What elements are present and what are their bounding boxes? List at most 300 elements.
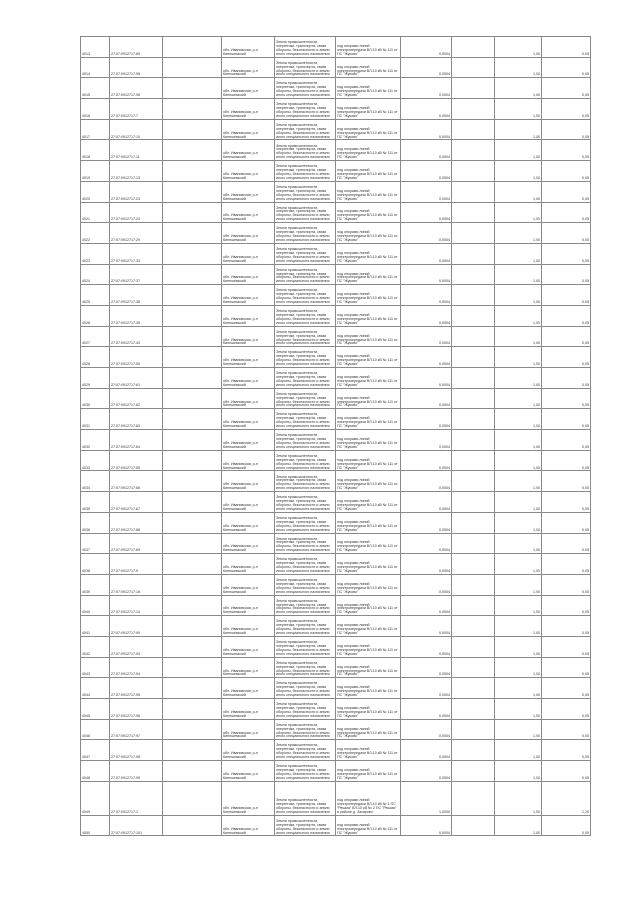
table-row: [81, 678, 591, 699]
land-category-cell: Земли промышленности, энергетики, транспорта, связи обороны, безопасности и земли иного специального назначения: [275, 305, 336, 326]
coefficient-cell: 1,00: [495, 761, 542, 782]
table-row: [81, 657, 591, 678]
table-row: [81, 347, 591, 368]
empty-cell: [163, 202, 222, 223]
table-row: [81, 554, 591, 575]
land-category-cell: Земли промышленности, энергетики, транспорта, связи обороны, безопасности и земли иного специального назначения: [275, 37, 336, 58]
address-cell: обл. Ивановская, р-н Кинешемский: [222, 223, 275, 244]
area-value-cell: 0,0004: [401, 636, 452, 657]
coefficient-cell: 1,00: [495, 719, 542, 740]
row-number-cell: 4020: [81, 181, 110, 202]
address-cell: обл. Ивановская, р-н Кинешемский: [222, 57, 275, 78]
area-value-cell: 0,0004: [401, 492, 452, 513]
address-cell: обл. Ивановская, р-н Кинешемский: [222, 78, 275, 99]
land-category-cell: Земли промышленности, энергетики, транспорта, связи обороны, безопасности и земли иного специального назначения: [275, 533, 336, 554]
cadastral-number-cell: 27:07:0912717:96: [110, 699, 163, 720]
table-row: [81, 719, 591, 740]
cadastral-number-cell: 27:07:0912717:1: [110, 781, 163, 815]
permitted-use-cell: под опорами линий электропередачи ВЛ-10 кВ № 111 от ПС "Жуково": [336, 471, 401, 492]
permitted-use-cell: под опорами линий электропередачи ВЛ-10 кВ № 111 от ПС "Жуково": [336, 595, 401, 616]
row-number-cell: 4046: [81, 719, 110, 740]
table-row: [81, 471, 591, 492]
land-category-cell: Земли промышленности, энергетики, транспорта, связи обороны, безопасности и земли иного специального назначения: [275, 699, 336, 720]
address-cell: обл. Ивановская, р-н Кинешемский: [222, 699, 275, 720]
address-cell: обл. Ивановская, р-н Кинешемский: [222, 595, 275, 616]
empty-cell: [452, 99, 495, 120]
land-category-cell: Земли промышленности, энергетики, транспорта, связи обороны, безопасности и земли иного специального назначения: [275, 119, 336, 140]
address-cell: обл. Ивановская, р-н Кинешемский: [222, 264, 275, 285]
area-value-cell: 0,0004: [401, 595, 452, 616]
empty-cell: [163, 99, 222, 120]
permitted-use-cell: под опорами линий электропередачи ВЛ-10 кВ № 111 от ПС "Жуково": [336, 388, 401, 409]
table-row: [81, 574, 591, 595]
land-category-cell: Земли промышленности, энергетики, транспорта, связи обороны, безопасности и земли иного специального назначения: [275, 574, 336, 595]
table-body: [81, 37, 591, 836]
rate-value-cell: 0,05: [542, 616, 591, 637]
rate-value-cell: 0,05: [542, 678, 591, 699]
table-row: [81, 492, 591, 513]
row-number-cell: 4038: [81, 554, 110, 575]
rate-value-cell: 0,05: [542, 595, 591, 616]
cadastral-number-cell: 27:07:0912717:99: [110, 761, 163, 782]
address-cell: обл. Ивановская, р-н Кинешемский: [222, 815, 275, 836]
area-value-cell: 0,0004: [401, 37, 452, 58]
rate-value-cell: 0,05: [542, 140, 591, 161]
table-row: [81, 243, 591, 264]
area-value-cell: 0,0004: [401, 181, 452, 202]
address-cell: обл. Ивановская, р-н Кинешемский: [222, 636, 275, 657]
land-category-cell: Земли промышленности, энергетики, транспорта, связи обороны, безопасности и земли иного специального назначения: [275, 326, 336, 347]
table-row: [81, 37, 591, 58]
cadastral-number-cell: 27:07:0912717:66: [110, 471, 163, 492]
area-value-cell: 0,0004: [401, 574, 452, 595]
rate-value-cell: 0,05: [542, 326, 591, 347]
empty-cell: [163, 815, 222, 836]
coefficient-cell: 1,00: [495, 264, 542, 285]
rate-value-cell: 0,05: [542, 264, 591, 285]
cadastral-number-cell: 27:07:0912717:33: [110, 243, 163, 264]
empty-cell: [163, 409, 222, 430]
area-value-cell: 0,0004: [401, 512, 452, 533]
land-category-cell: Земли промышленности, энергетики, транспорта, связи обороны, безопасности и земли иного специального назначения: [275, 678, 336, 699]
empty-cell: [163, 305, 222, 326]
coefficient-cell: 1,00: [495, 202, 542, 223]
table-row: [81, 409, 591, 430]
permitted-use-cell: под опорами линий электропередачи ВЛ-10 кВ № 111 от ПС "Жуково": [336, 326, 401, 347]
cadastral-number-cell: 27:07:0912717:68: [110, 512, 163, 533]
area-value-cell: 0,0004: [401, 264, 452, 285]
address-cell: обл. Ивановская, р-н Кинешемский: [222, 574, 275, 595]
rate-value-cell: 0,05: [542, 388, 591, 409]
empty-cell: [163, 492, 222, 513]
row-number-cell: 4045: [81, 699, 110, 720]
rate-value-cell: 1,20: [542, 781, 591, 815]
cadastral-number-cell: 27:07:0912717:94: [110, 657, 163, 678]
table-row: [81, 740, 591, 761]
rate-value-cell: 0,05: [542, 719, 591, 740]
area-value-cell: 0,0004: [401, 678, 452, 699]
area-value-cell: 0,0004: [401, 719, 452, 740]
coefficient-cell: 1,00: [495, 430, 542, 451]
row-number-cell: 4028: [81, 347, 110, 368]
empty-cell: [452, 430, 495, 451]
empty-cell: [163, 678, 222, 699]
empty-cell: [163, 119, 222, 140]
cadastral-number-cell: 27:07:0912717:65: [110, 450, 163, 471]
cadastral-number-cell: 27:07:0912717:96: [110, 78, 163, 99]
table-row: [81, 616, 591, 637]
table-row: [81, 815, 591, 836]
address-cell: обл. Ивановская, р-н Кинешемский: [222, 678, 275, 699]
land-category-cell: Земли промышленности, энергетики, транспорта, связи обороны, безопасности и земли иного специального назначения: [275, 78, 336, 99]
row-number-cell: 4050: [81, 815, 110, 836]
empty-cell: [452, 554, 495, 575]
empty-cell: [163, 181, 222, 202]
coefficient-cell: 1,00: [495, 409, 542, 430]
area-value-cell: 0,0004: [401, 657, 452, 678]
table-row: [81, 140, 591, 161]
area-value-cell: 0,0004: [401, 699, 452, 720]
area-value-cell: 0,0004: [401, 99, 452, 120]
permitted-use-cell: под опорами линий электропередачи ВЛ-10 кВ № 111 от ПС "Жуково": [336, 368, 401, 389]
land-category-cell: Земли промышленности, энергетики, транспорта, связи обороны, безопасности и земли иного специального назначения: [275, 761, 336, 782]
empty-cell: [163, 699, 222, 720]
row-number-cell: 4047: [81, 740, 110, 761]
cadastral-number-cell: 27:07:0912717:23: [110, 181, 163, 202]
permitted-use-cell: под опорами линий электропередачи ВЛ-10 кВ № 111 от ПС "Жуково": [336, 409, 401, 430]
address-cell: обл. Ивановская, р-н Кинешемский: [222, 450, 275, 471]
empty-cell: [452, 78, 495, 99]
table-row: [81, 57, 591, 78]
cadastral-number-cell: 27:07:0912717:29: [110, 223, 163, 244]
table-row: [81, 533, 591, 554]
address-cell: обл. Ивановская, р-н Кинешемский: [222, 305, 275, 326]
cadastral-number-cell: 27:07:0912717:64: [110, 430, 163, 451]
address-cell: обл. Ивановская, р-н Кинешемский: [222, 471, 275, 492]
coefficient-cell: 1,00: [495, 533, 542, 554]
rate-value-cell: 0,05: [542, 492, 591, 513]
permitted-use-cell: под опорами линий электропередачи ВЛ-10 кВ № 111 от ПС "Жуково": [336, 264, 401, 285]
permitted-use-cell: под опорами линий электропередачи ВЛ-10 кВ № 111 от ПС "Жуково": [336, 740, 401, 761]
coefficient-cell: 1,00: [495, 657, 542, 678]
coefficient-cell: 1,00: [495, 512, 542, 533]
permitted-use-cell: под опорами линий электропередачи ВЛ-10 кВ № 111 от ПС "Жуково": [336, 636, 401, 657]
empty-cell: [452, 161, 495, 182]
coefficient-cell: 1,00: [495, 388, 542, 409]
permitted-use-cell: под опорами линий электропередачи ВЛ-10 кВ № 111 от ПС "Жуково": [336, 657, 401, 678]
empty-cell: [163, 388, 222, 409]
coefficient-cell: 1,00: [495, 595, 542, 616]
empty-cell: [452, 223, 495, 244]
permitted-use-cell: под опорами линий электропередачи ВЛ-10 кВ № 111 от ПС "Жуково": [336, 533, 401, 554]
land-category-cell: Земли промышленности, энергетики, транспорта, связи обороны, безопасности и земли иного специального назначения: [275, 512, 336, 533]
rate-value-cell: 0,05: [542, 99, 591, 120]
cadastral-number-cell: 27:07:0912717:38: [110, 285, 163, 306]
area-value-cell: 0,0004: [401, 243, 452, 264]
empty-cell: [452, 305, 495, 326]
land-category-cell: Земли промышленности, энергетики, транспорта, связи обороны, безопасности и земли иного специального назначения: [275, 554, 336, 575]
cadastral-number-cell: 27:07:0912717:93: [110, 636, 163, 657]
permitted-use-cell: под опорами линий электропередачи ВЛ-10 кВ № 111 от ПС "Жуково": [336, 719, 401, 740]
coefficient-cell: 1,00: [495, 574, 542, 595]
area-value-cell: 0,0004: [401, 761, 452, 782]
empty-cell: [163, 223, 222, 244]
row-number-cell: 4041: [81, 616, 110, 637]
cadastral-number-cell: 27:07:0912717:98: [110, 740, 163, 761]
table-row: [81, 161, 591, 182]
permitted-use-cell: под опорами линий электропередачи ВЛ-10 кВ № 111 от ПС "Жуково": [336, 285, 401, 306]
rate-value-cell: 0,05: [542, 450, 591, 471]
land-category-cell: Земли промышленности, энергетики, транспорта, связи обороны, безопасности и земли иного специального назначения: [275, 202, 336, 223]
empty-cell: [452, 471, 495, 492]
empty-cell: [163, 636, 222, 657]
area-value-cell: 0,0004: [401, 815, 452, 836]
table-row: [81, 326, 591, 347]
coefficient-cell: 1,00: [495, 305, 542, 326]
table-row: [81, 781, 591, 815]
table-row: [81, 512, 591, 533]
row-number-cell: 4029: [81, 368, 110, 389]
permitted-use-cell: под опорами линий электропередачи ВЛ-10 кВ № 111 от ПС "Жуково": [336, 305, 401, 326]
land-category-cell: Земли промышленности, энергетики, транспорта, связи обороны, безопасности и земли иного специального назначения: [275, 223, 336, 244]
area-value-cell: 0,0004: [401, 347, 452, 368]
cadastral-number-cell: 27:07:0912717:7: [110, 99, 163, 120]
table-row: [81, 368, 591, 389]
land-category-cell: Земли промышленности, энергетики, транспорта, связи обороны, безопасности и земли иного специального назначения: [275, 161, 336, 182]
empty-cell: [163, 657, 222, 678]
area-value-cell: 0,0004: [401, 78, 452, 99]
empty-cell: [452, 347, 495, 368]
address-cell: обл. Ивановская, р-н Кинешемский: [222, 368, 275, 389]
coefficient-cell: 1,00: [495, 285, 542, 306]
area-value-cell: 0,0004: [401, 471, 452, 492]
cadastral-number-cell: 27:07:0912717:61: [110, 368, 163, 389]
permitted-use-cell: под опорами линий электропередачи ВЛ-10 кВ № 111 от ПС "Жуково": [336, 181, 401, 202]
rate-value-cell: 0,05: [542, 181, 591, 202]
area-value-cell: 0,0004: [401, 740, 452, 761]
coefficient-cell: 1,00: [495, 243, 542, 264]
coefficient-cell: 1,00: [495, 161, 542, 182]
table-row: [81, 305, 591, 326]
empty-cell: [452, 450, 495, 471]
empty-cell: [452, 388, 495, 409]
land-category-cell: Земли промышленности, энергетики, транспорта, связи обороны, безопасности и земли иного специального назначения: [275, 740, 336, 761]
empty-cell: [452, 264, 495, 285]
empty-cell: [163, 512, 222, 533]
empty-cell: [452, 719, 495, 740]
coefficient-cell: 1,00: [495, 78, 542, 99]
permitted-use-cell: под опорами линий электропередачи ВЛ-10 кВ № 111 от ПС "Жуково": [336, 140, 401, 161]
cadastral-number-cell: 27:07:0912717:13: [110, 161, 163, 182]
address-cell: обл. Ивановская, р-н Кинешемский: [222, 657, 275, 678]
empty-cell: [452, 815, 495, 836]
rate-value-cell: 0,05: [542, 636, 591, 657]
empty-cell: [452, 202, 495, 223]
coefficient-cell: 1,00: [495, 368, 542, 389]
empty-cell: [452, 512, 495, 533]
address-cell: обл. Ивановская, р-н Кинешемский: [222, 492, 275, 513]
coefficient-cell: 1,00: [495, 450, 542, 471]
table-row: [81, 636, 591, 657]
empty-cell: [452, 409, 495, 430]
row-number-cell: 4024: [81, 264, 110, 285]
land-category-cell: Земли промышленности, энергетики, транспорта, связи обороны, безопасности и земли иного специального назначения: [275, 719, 336, 740]
row-number-cell: 4032: [81, 430, 110, 451]
table-row: [81, 78, 591, 99]
permitted-use-cell: под опорами линий электропередачи ВЛ-10 кВ № 111 от ПС "Жуково": [336, 99, 401, 120]
row-number-cell: 4043: [81, 657, 110, 678]
cadastral-number-cell: 27:07:0912717:95: [110, 57, 163, 78]
rate-value-cell: 0,05: [542, 223, 591, 244]
table-row: [81, 761, 591, 782]
area-value-cell: 0,0004: [401, 326, 452, 347]
cadastral-number-cell: 27:07:0912717:9: [110, 554, 163, 575]
empty-cell: [163, 78, 222, 99]
empty-cell: [452, 781, 495, 815]
row-number-cell: 4044: [81, 678, 110, 699]
table-row: [81, 595, 591, 616]
rate-value-cell: 0,05: [542, 512, 591, 533]
table-row: [81, 223, 591, 244]
table-row: [81, 181, 591, 202]
empty-cell: [452, 761, 495, 782]
table-row: [81, 285, 591, 306]
area-value-cell: 0,0004: [401, 202, 452, 223]
permitted-use-cell: под опорами линий электропередачи ВЛ-10 кВ № 111 от ПС "Жуково": [336, 430, 401, 451]
row-number-cell: 4036: [81, 512, 110, 533]
permitted-use-cell: под опорами линий электропередачи ВЛ-10 кВ № 111 от ПС "Жуково": [336, 223, 401, 244]
land-category-cell: Земли промышленности, энергетики, транспорта, связи обороны, безопасности и земли иного специального назначения: [275, 409, 336, 430]
area-value-cell: 0,0004: [401, 533, 452, 554]
empty-cell: [452, 57, 495, 78]
table-row: [81, 119, 591, 140]
permitted-use-cell: под опорами линий электропередачи ВЛ-10 кВ № 111 от ПС "Жуково": [336, 492, 401, 513]
empty-cell: [452, 699, 495, 720]
permitted-use-cell: под опорами линий электропередачи ВЛ-10 кВ № 111 от ПС "Жуково": [336, 243, 401, 264]
coefficient-cell: 1,00: [495, 140, 542, 161]
table-row: [81, 450, 591, 471]
rate-value-cell: 0,05: [542, 368, 591, 389]
row-number-cell: 4014: [81, 57, 110, 78]
land-category-cell: Земли промышленности, энергетики, транспорта, связи обороны, безопасности и земли иного специального назначения: [275, 368, 336, 389]
empty-cell: [163, 37, 222, 58]
row-number-cell: 4030: [81, 388, 110, 409]
empty-cell: [452, 368, 495, 389]
permitted-use-cell: под опорами линий электропередачи ВЛ-10 кВ № 111 от ПС "Жуково": [336, 699, 401, 720]
land-category-cell: Земли промышленности, энергетики, транспорта, связи обороны, безопасности и земли иного специального назначения: [275, 285, 336, 306]
area-value-cell: 0,0004: [401, 305, 452, 326]
cadastral-number-cell: 27:07:0912717:62: [110, 388, 163, 409]
coefficient-cell: 1,00: [495, 119, 542, 140]
empty-cell: [452, 285, 495, 306]
permitted-use-cell: под опорами линий электропередачи ВЛ-10 кВ № 111 от ПС "Жуково": [336, 37, 401, 58]
permitted-use-cell: под опорами линий электропередачи ВЛ-10 кВ № 111 от ПС "Жуково": [336, 512, 401, 533]
rate-value-cell: 0,05: [542, 740, 591, 761]
empty-cell: [163, 574, 222, 595]
cadastral-number-cell: 27:07:0912717:97: [110, 719, 163, 740]
row-number-cell: 4031: [81, 409, 110, 430]
cadastral-number-cell: 27:07:0912717:50: [110, 347, 163, 368]
empty-cell: [452, 657, 495, 678]
address-cell: обл. Ивановская, р-н Кинешемский: [222, 243, 275, 264]
land-register-table: [80, 36, 591, 836]
land-category-cell: Земли промышленности, энергетики, транспорта, связи обороны, безопасности и земли иного специального назначения: [275, 636, 336, 657]
coefficient-cell: 1,00: [495, 223, 542, 244]
address-cell: обл. Ивановская, р-н Кинешемский: [222, 554, 275, 575]
row-number-cell: 4040: [81, 595, 110, 616]
rate-value-cell: 0,05: [542, 202, 591, 223]
permitted-use-cell: под опорами линий электропередачи ВЛ-10 кВ № 1 ПС "Решма" ВЛ-10 кВ № 2 ПС "Решма" в районе д. Захарово: [336, 781, 401, 815]
empty-cell: [452, 181, 495, 202]
row-number-cell: 4019: [81, 161, 110, 182]
empty-cell: [452, 140, 495, 161]
cadastral-number-cell: 27:07:0912717:69: [110, 533, 163, 554]
address-cell: обл. Ивановская, р-н Кинешемский: [222, 99, 275, 120]
cadastral-number-cell: 27:07:0912717:24: [110, 202, 163, 223]
address-cell: обл. Ивановская, р-н Кинешемский: [222, 140, 275, 161]
address-cell: обл. Ивановская, р-н Кинешемский: [222, 388, 275, 409]
empty-cell: [163, 161, 222, 182]
rate-value-cell: 0,05: [542, 430, 591, 451]
coefficient-cell: 1,00: [495, 554, 542, 575]
coefficient-cell: 1,00: [495, 636, 542, 657]
address-cell: обл. Ивановская, р-н Кинешемский: [222, 512, 275, 533]
area-value-cell: 0,0004: [401, 140, 452, 161]
table-row: [81, 99, 591, 120]
table-row: [81, 430, 591, 451]
coefficient-cell: 1,00: [495, 492, 542, 513]
table-row: [81, 388, 591, 409]
permitted-use-cell: под опорами линий электропередачи ВЛ-10 кВ № 111 от ПС "Жуково": [336, 161, 401, 182]
empty-cell: [452, 574, 495, 595]
coefficient-cell: 1,00: [495, 37, 542, 58]
row-number-cell: 4026: [81, 305, 110, 326]
permitted-use-cell: под опорами линий электропередачи ВЛ-10 кВ № 111 от ПС "Жуково": [336, 57, 401, 78]
address-cell: обл. Ивановская, р-н Кинешемский: [222, 719, 275, 740]
coefficient-cell: 1,00: [495, 347, 542, 368]
table-row: [81, 202, 591, 223]
address-cell: обл. Ивановская, р-н Кинешемский: [222, 740, 275, 761]
coefficient-cell: 1,00: [495, 471, 542, 492]
address-cell: обл. Ивановская, р-н Кинешемский: [222, 326, 275, 347]
empty-cell: [163, 719, 222, 740]
area-value-cell: 0,0004: [401, 57, 452, 78]
row-number-cell: 4013: [81, 37, 110, 58]
cadastral-number-cell: 27:07:0912717:67: [110, 492, 163, 513]
address-cell: обл. Ивановская, р-н Кинешемский: [222, 119, 275, 140]
land-category-cell: Земли промышленности, энергетики, транспорта, связи обороны, безопасности и земли иного специального назначения: [275, 57, 336, 78]
coefficient-cell: 1,00: [495, 699, 542, 720]
permitted-use-cell: под опорами линий электропередачи ВЛ-10 кВ № 111 от ПС "Жуково": [336, 815, 401, 836]
land-category-cell: Земли промышленности, энергетики, транспорта, связи обороны, безопасности и земли иного специального назначения: [275, 243, 336, 264]
land-category-cell: Земли промышленности, энергетики, транспорта, связи обороны, безопасности и земли иного специального назначения: [275, 781, 336, 815]
land-category-cell: Земли промышленности, энергетики, транспорта, связи обороны, безопасности и земли иного специального назначения: [275, 492, 336, 513]
cadastral-number-cell: 27:07:0912717:90: [110, 616, 163, 637]
address-cell: обл. Ивановская, р-н Кинешемский: [222, 616, 275, 637]
row-number-cell: 4039: [81, 574, 110, 595]
cadastral-number-cell: 27:07:0912717:101: [110, 815, 163, 836]
row-number-cell: 4023: [81, 243, 110, 264]
address-cell: обл. Ивановская, р-н Кинешемский: [222, 409, 275, 430]
coefficient-cell: 1,00: [495, 99, 542, 120]
permitted-use-cell: под опорами линий электропередачи ВЛ-10 кВ № 111 от ПС "Жуково": [336, 554, 401, 575]
cadastral-number-cell: 27:07:0912717:16: [110, 574, 163, 595]
row-number-cell: 4049: [81, 781, 110, 815]
empty-cell: [163, 533, 222, 554]
empty-cell: [163, 430, 222, 451]
empty-cell: [163, 285, 222, 306]
empty-cell: [163, 740, 222, 761]
